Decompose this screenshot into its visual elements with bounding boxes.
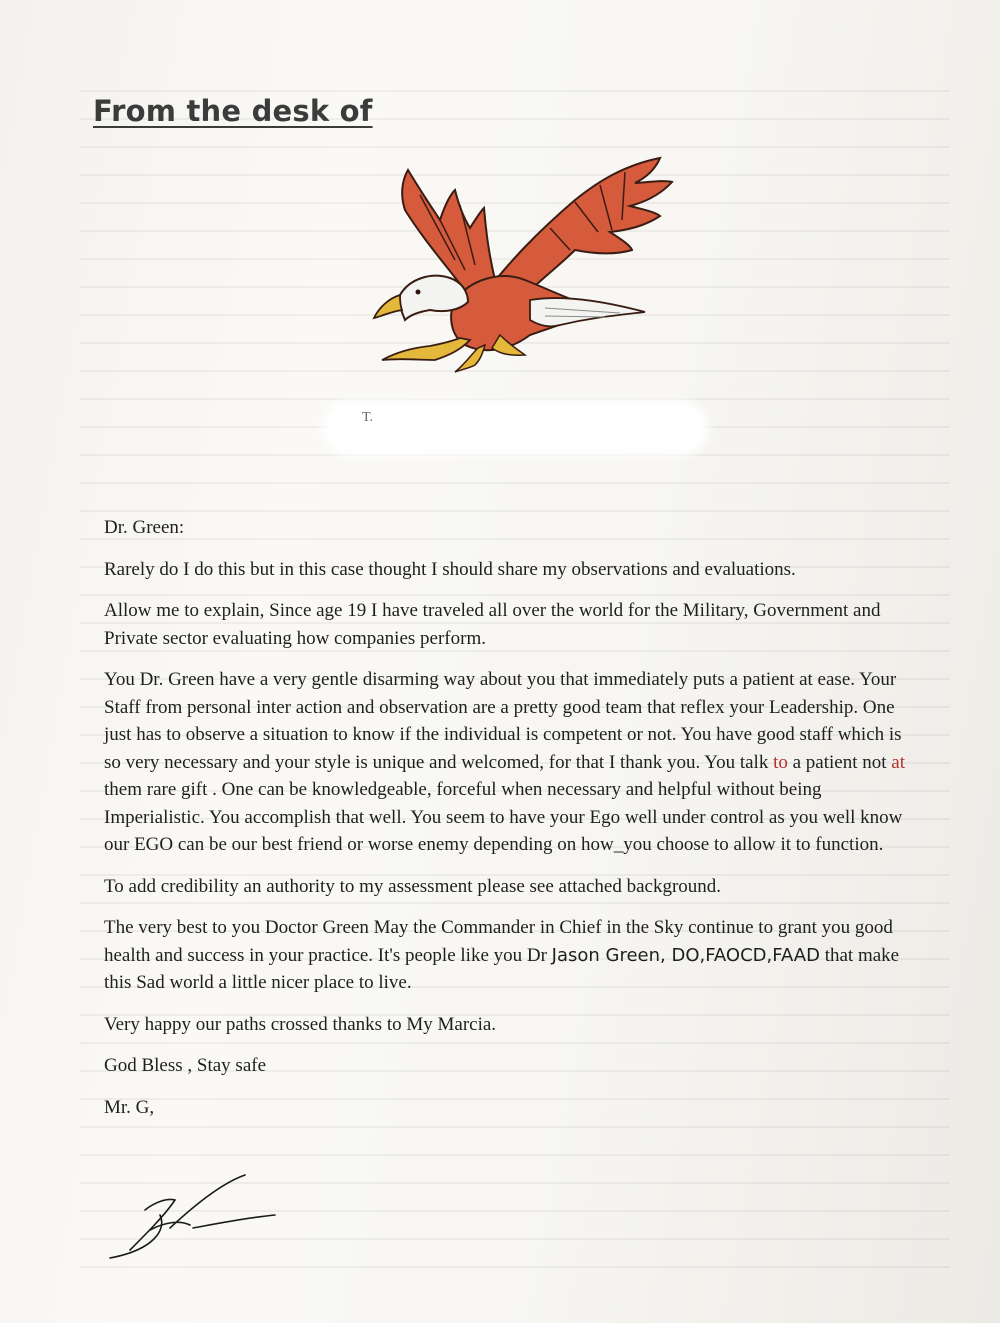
eagle-logo	[360, 150, 680, 380]
paragraph-3-part-b: a patient not	[787, 751, 892, 773]
highlight-to: to	[773, 751, 788, 773]
paragraph-7: God Bless , Stay safe	[104, 1055, 267, 1076]
paragraph-3	[104, 666, 916, 859]
paragraph-5-part-b: that make this Sad world a little nicer place to live.	[104, 944, 900, 993]
paragraph-2: Allow me to explain, Since age 19 I have traveled all over the world for the Military, Government and Private sector evaluating how companies perform.	[104, 600, 881, 649]
paragraph-5-part-a: The very best to you Doctor Green May the Commander in Chief in the Sky continue to grant you good health and success in your practice. It's people like you Dr	[104, 917, 893, 966]
paragraph-1: Rarely do I do this but in this case thought I should share my observations and evaluations.	[104, 558, 796, 580]
paragraph-3-part-c: them rare gift . One can be knowledgeable, forceful when necessary and helpful without being Imperialistic. You accomplish that well. You seem to have your Ego well under control as you well know our EGO can be our best friend or worse enemy depending on how_you choose to allow it to function.	[104, 779, 903, 855]
redaction-fragment: T.	[362, 410, 374, 425]
signoff: Mr. G,	[104, 1096, 155, 1118]
paragraph-3-part-a: You Dr. Green have a very gentle disarming way about you that immediately puts a patient at ease. Your Staff from personal inter action and observation are a pretty good team that reflex your Leadership. One just has to observe a situation to know if the individual is competent or not. You have good staff which is so very necessary and your style is unique and welcomed, for that I thank you. You talk	[104, 669, 902, 773]
paragraph-5	[104, 914, 916, 997]
doctor-name: Jason Green, DO,FAOCD,FAAD	[551, 944, 820, 966]
letter-body	[104, 514, 916, 1135]
paragraph-6: Very happy our paths crossed thanks to My Marcia.	[104, 1013, 497, 1035]
handwritten-signature	[105, 1170, 285, 1270]
letterhead-title: From the desk of	[93, 94, 373, 128]
redaction-blur	[330, 408, 700, 448]
paragraph-4: To add credibility an authority to my assessment please see attached background.	[104, 875, 722, 897]
highlight-at: at	[891, 751, 906, 773]
salutation: Dr. Green:	[104, 517, 185, 538]
